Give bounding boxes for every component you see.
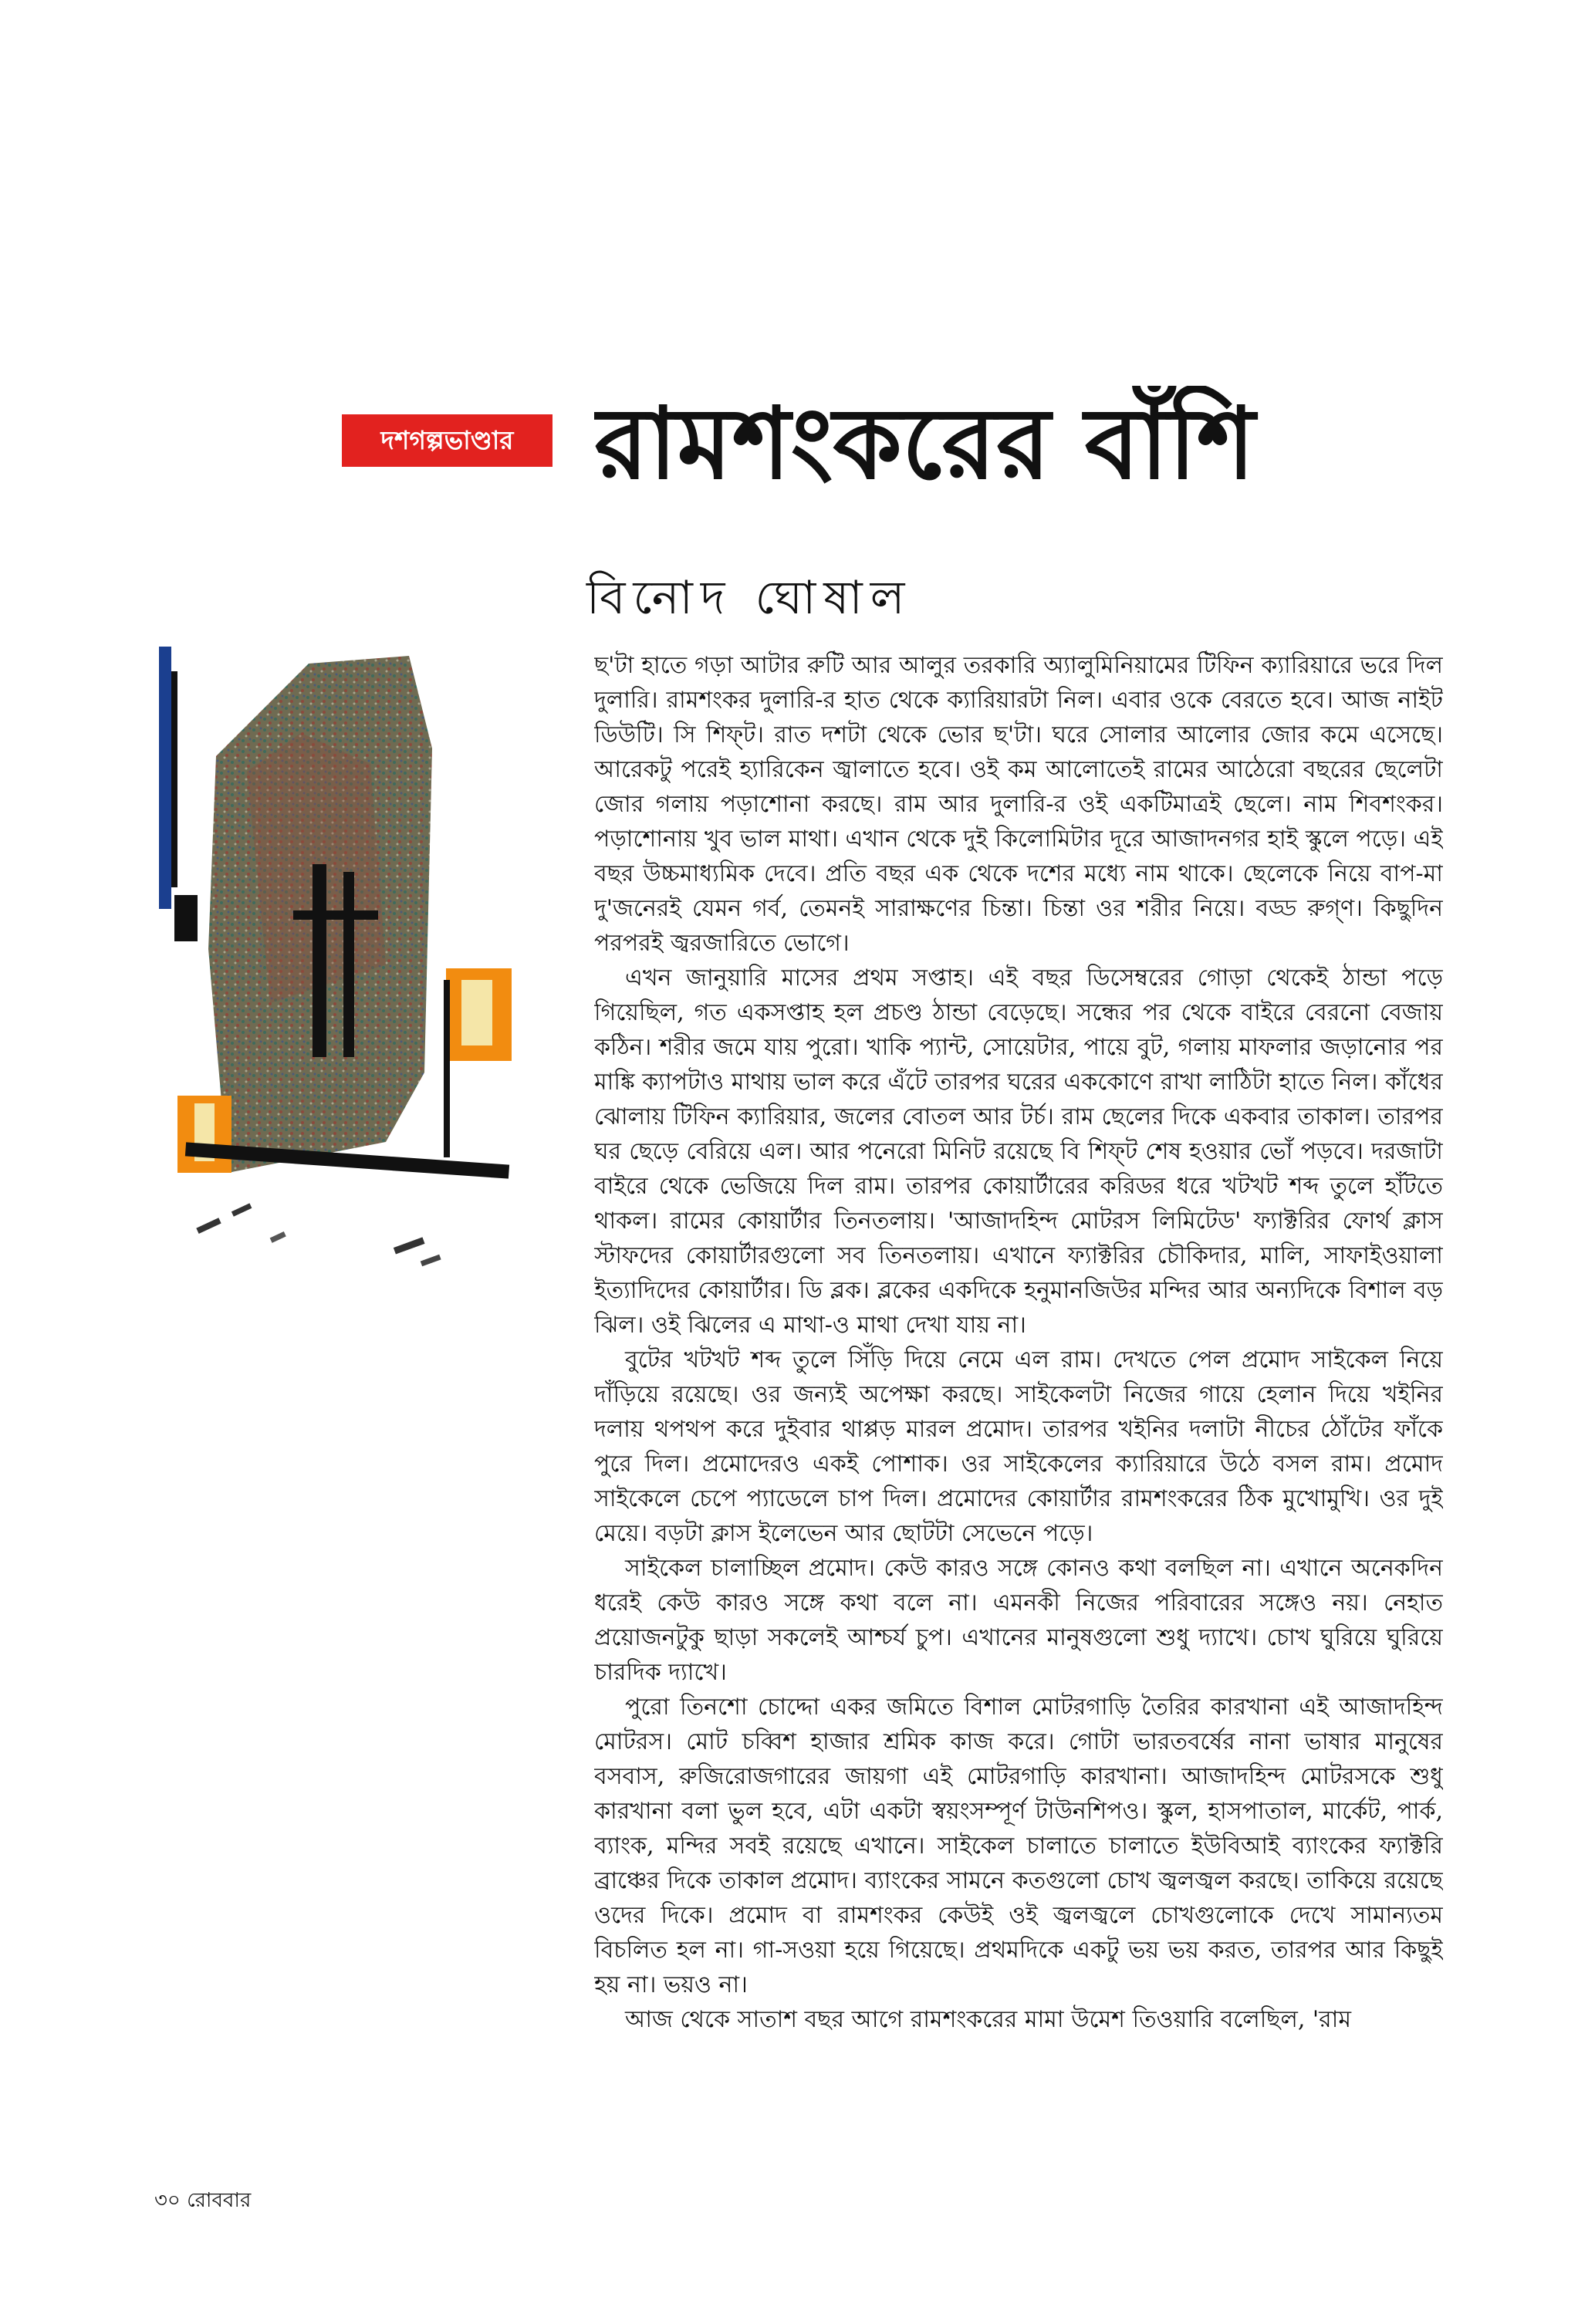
paragraph: ছ'টা হাতে গড়া আটার রুটি আর আলুর তরকারি অ্যালুমিনিয়ামের টিফিন ক্যারিয়ারে ভরে দিল দুলারি। রামশংকর দুলারি-র হাত থেকে ক্যারিয়ারটা নিল। এবার ওকে বেরতে হবে। আজ নাইট ডিউটি। সি শিফ্‌ট। রাত দশটা থেকে ভোর ছ'টা। ঘরে সোলার আলোর জোর কমে এসেছে। আরেকটু পরেই হ্যারিকেন জ্বালাতে হবে। ওই কম আলোতেই রামের আঠেরো বছরের ছেলেটা জোর গলায় পড়াশোনা করছে। রাম আর দুলারি-র ওই একটিমাত্রই ছেলে। নাম শিবশংকর। পড়াশোনায় খুব ভাল মাথা। এখান থেকে দুই কিলোমিটার দূরে আজাদনগর হাই স্কুলে পড়ে। এই বছর উচ্চমাধ্যমিক দেবে। প্রতি বছর এক থেকে দশের মধ্যে নাম থাকে। ছেলেকে নিয়ে বাপ-মা দু'জনেরই যেমন গর্ব, তেমনই সারাক্ষণের চিন্তা। চিন্তা ওর শরীর নিয়ে। বড্ড রুগ্‌ণ। কিছুদিন পরপরই জ্বরজারিতে ভোগে। [594, 652, 1443, 957]
abstract-illustration [154, 640, 556, 1273]
page-folio: ৩০ রোববার [154, 2189, 252, 2212]
story-title: রামশংকরের বাঁশি [594, 386, 1255, 502]
paragraph: আজ থেকে সাতাশ বছর আগে রামশংকরের মামা উমেশ তিওয়ারি বলেছিল, 'রাম [625, 2006, 1352, 2033]
article-body [594, 648, 1443, 2160]
paragraph: পুরো তিনশো চোদ্দো একর জমিতে বিশাল মোটরগাড়ি তৈরির কারখানা এই আজাদহিন্দ মোটরস। মোট চব্বিশ হাজার শ্রমিক কাজ করে। গোটা ভারতবর্ষের নানা ভাষার মানুষের বসবাস, রুজিরোজগারের জায়গা এই মোটরগাড়ি কারখানা। আজাদহিন্দ মোটরসকে শুধু কারখানা বলা ভুল হবে, এটা একটা স্বয়ংসম্পূর্ণ টাউনশিপও। স্কুল, হাসপাতাল, মার্কেট, পার্ক, ব্যাংক, মন্দির সবই রয়েছে এখানে। সাইকেল চালাতে চালাতে ইউবিআই ব্যাংকের ফ্যাক্টরি ব্রাঞ্চের দিকে তাকাল প্রমোদ। ব্যাংকের সামনে কতগুলো চোখ জ্বলজ্বল করছে। তাকিয়ে রয়েছে ওদের দিকে। প্রমোদ বা রামশংকর কেউই ওই জ্বলজ্বলে চোখগুলোকে দেখে সামান্যতম বিচলিত হল না। গা-সওয়া হয়ে গিয়েছে। প্রথমদিকে একটু ভয় ভয় করত, তারপর আর কিছুই হয় না। ভয়ও না। [594, 1694, 1443, 1998]
paragraph: এখন জানুয়ারি মাসের প্রথম সপ্তাহ। এই বছর ডিসেম্বরের গোড়া থেকেই ঠান্ডা পড়ে গিয়েছিল, গত একসপ্তাহ হল প্রচণ্ড ঠান্ডা বেড়েছে। সন্ধের পর থেকে বাইরে বেরনো বেজায় কঠিন। শরীর জমে যায় পুরো। খাকি প্যান্ট, সোয়েটার, পায়ে বুট, গলায় মাফলার জড়ানোর পর মাঙ্কি ক্যাপটাও মাথায় ভাল করে এঁটে তারপর ঘরের এককোণে রাখা লাঠিটা হাতে নিল। কাঁধের ঝোলায় টিফিন ক্যারিয়ার, জলের বোতল আর টর্চ। রাম ছেলের দিকে একবার তাকাল। তারপর ঘর ছেড়ে বেরিয়ে এল। আর পনেরো মিনিট রয়েছে বি শিফ্‌ট শেষ হওয়ার ভোঁ পড়বে। দরজাটা বাইরে থেকে ভেজিয়ে দিল রাম। তারপর কোয়ার্টারের করিডর ধরে খটখট শব্দ তুলে হাঁটতে থাকল। রামের কোয়ার্টার তিনতলায়। 'আজাদহিন্দ মোটরস লিমিটেড' ফ্যাক্টরির ফোর্থ ক্লাস স্টাফদের কোয়ার্টারগুলো সব তিনতলায়। এখানে ফ্যাক্টরির চৌকিদার, মালি, সাফাইওয়ালা ইত্যাদিদের কোয়ার্টার। ডি ব্লক। ব্লকের একদিকে হনুমানজিউর মন্দির আর অন্যদিকে বিশাল বড় ঝিল। ওই ঝিলের এ মাথা-ও মাথা দেখা যায় না। [594, 964, 1443, 1339]
author-name: বিনোদ ঘোষাল [586, 571, 913, 625]
section-label: দশগল্পভাণ্ডার [342, 414, 553, 467]
paragraph: সাইকেল চালাচ্ছিল প্রমোদ। কেউ কারও সঙ্গে কোনও কথা বলছিল না। এখানে অনেকদিন ধরেই কেউ কারও সঙ্গে কথা বলে না। এমনকী নিজের পরিবারের সঙ্গেও নয়। নেহাত প্রয়োজনটুকু ছাড়া সকলেই আশ্চর্য চুপ। এখানের মানুষগুলো শুধু দ্যাখে। চোখ ঘুরিয়ে ঘুরিয়ে চারদিক দ্যাখে। [594, 1555, 1443, 1686]
paragraph: বুটের খটখট শব্দ তুলে সিঁড়ি দিয়ে নেমে এল রাম। দেখতে পেল প্রমোদ সাইকেল নিয়ে দাঁড়িয়ে রয়েছে। ওর জন্যই অপেক্ষা করছে। সাইকেলটা নিজের গায়ে হেলান দিয়ে খইনির দলায় থপথপ করে দুইবার থাপ্পড় মারল প্রমোদ। তারপর খইনির দলাটা নীচের ঠোঁটের ফাঁকে পুরে দিল। প্রমোদেরও একই পোশাক। ওর সাইকেলের ক্যারিয়ারে উঠে বসল রাম। প্রমোদ সাইকেলে চেপে প্যাডেলে চাপ দিল। প্রমোদের কোয়ার্টার রামশংকরের ঠিক মুখোমুখি। ওর দুই মেয়ে। বড়টা ক্লাস ইলেভেন আর ছোটটা সেভেনে পড়ে। [594, 1346, 1443, 1547]
